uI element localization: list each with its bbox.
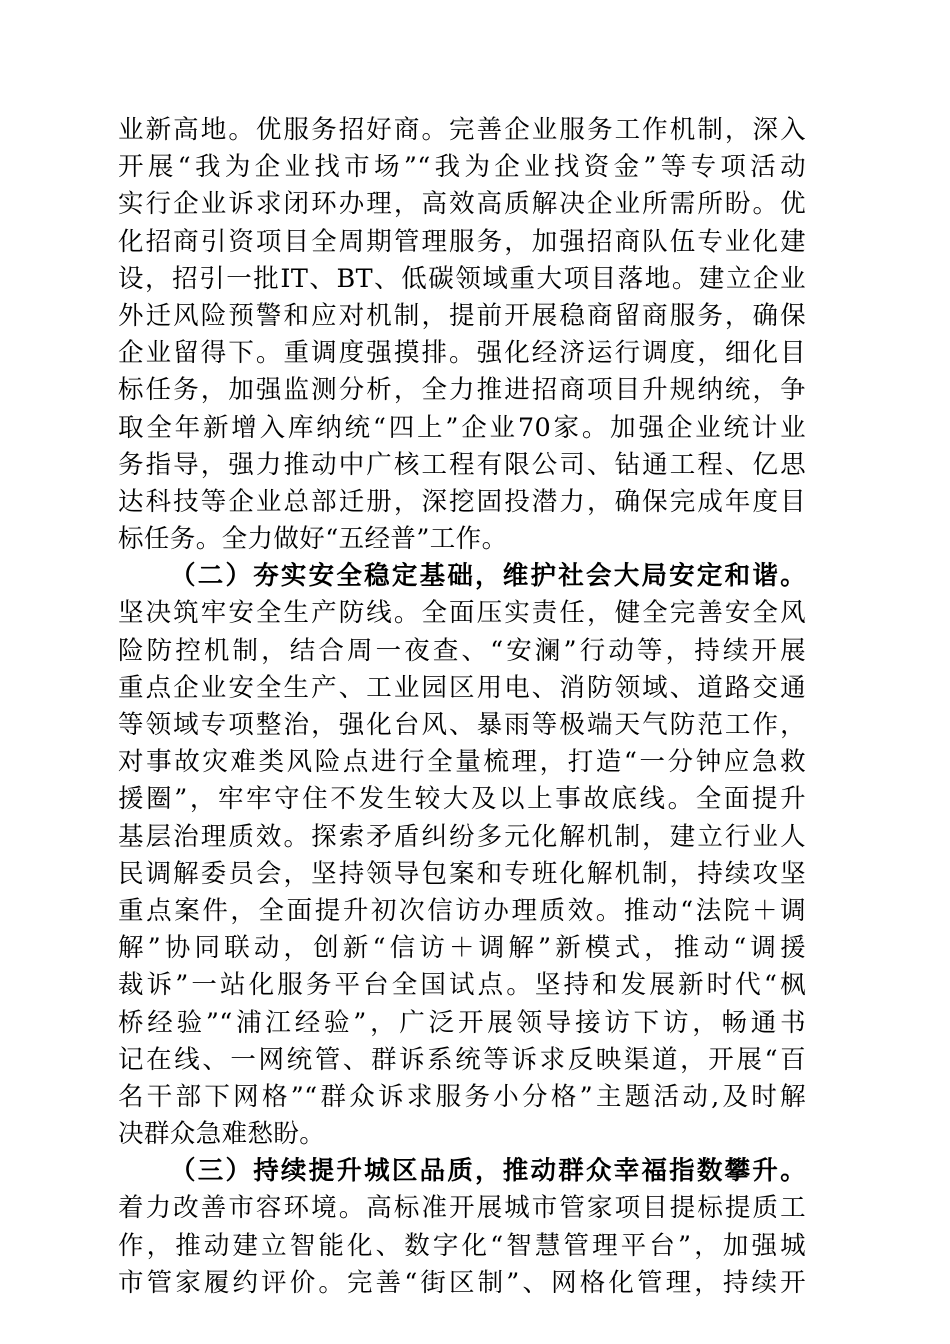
text-line: 对事故灾难类风险点进行全量梳理，打造“一分钟应急救 [118,747,806,778]
text-line: 业新高地。优服务招好商。完善企业服务工作机制，深入 [118,115,806,145]
text-line: 开展“我为企业找市场”“我为企业找资金”等专项活动 [118,152,806,183]
text-line: 实行企业诉求闭环办理，高效高质解决企业所需所盼。优 [118,189,806,220]
text-line: 裁诉”一站化服务平台全国试点。坚持和发展新时代“枫 [118,970,806,1001]
text-line: 标任务。全力做好“五经普”工作。 [118,524,508,555]
text-line: 基层治理质效。探索矛盾纠纷多元化解机制，建立行业人 [118,821,806,852]
text-line: 坚决筑牢安全生产防线。全面压实责任，健全完善安全风 [118,598,806,629]
text-line: 重点企业安全生产、工业园区用电、消防领域、道路交通 [118,672,806,703]
text-line: 等领域专项整治，强化台风、暴雨等极端天气防范工作， [118,710,806,740]
text-line: 达科技等企业总部迁册，深挖固投潜力，确保完成年度目 [118,486,806,517]
text-line: 重点案件，全面提升初次信访办理质效。推动“法院＋调 [118,895,806,926]
text-line: 民调解委员会，坚持领导包案和专班化解机制，持续攻坚 [118,858,806,889]
text-line: 作，推动建立智能化、数字化“智慧管理平台”，加强城 [118,1230,806,1261]
text-line: 险防控机制，结合周一夜查、“安澜”行动等，持续开展 [118,635,806,666]
text-line: 记在线、一网统管、群诉系统等诉求反映渠道，开展“百 [118,1044,806,1075]
text-line: 着力改善市容环境。高标准开展城市管家项目提标提质工 [118,1193,806,1224]
text-line: 务指导，强力推动中广核工程有限公司、钻通工程、亿思 [118,449,806,480]
text-line: 设，招引一批IT、BT、低碳领域重大项目落地。建立企业 [118,263,806,294]
text-line: 外迁风险预警和应对机制，提前开展稳商留商服务，确保 [118,300,806,331]
text-line: 化招商引资项目全周期管理服务，加强招商队伍专业化建 [118,226,806,257]
document-page [118,112,806,1302]
text-line: 企业留得下。重调度强摸排。强化经济运行调度，细化目 [118,338,806,369]
section-heading: （二）夯实安全稳定基础，维护社会大局安定和谐。 [170,561,806,592]
text-line: 市管家履约评价。完善“街区制”、网格化管理，持续开 [118,1267,806,1298]
section-heading: （三）持续提升城区品质，推动群众幸福指数攀升。 [170,1156,806,1187]
text-line: 桥经验”“浦江经验”，广泛开展领导接访下访，畅通书 [118,1007,806,1038]
text-line: 决群众急难愁盼。 [118,1119,326,1150]
text-line: 标任务，加强监测分析，全力推进招商项目升规纳统，争 [118,375,806,406]
text-line: 名干部下网格”“群众诉求服务小分格”主题活动,及时解 [118,1081,806,1112]
text-line: 援圈”，牢牢守住不发生较大及以上事故底线。全面提升 [118,784,806,815]
text-line: 取全年新增入库纳统“四上”企业70家。加强企业统计业 [118,412,806,443]
text-line: 解”协同联动，创新“信访＋调解”新模式，推动“调援 [118,933,806,964]
